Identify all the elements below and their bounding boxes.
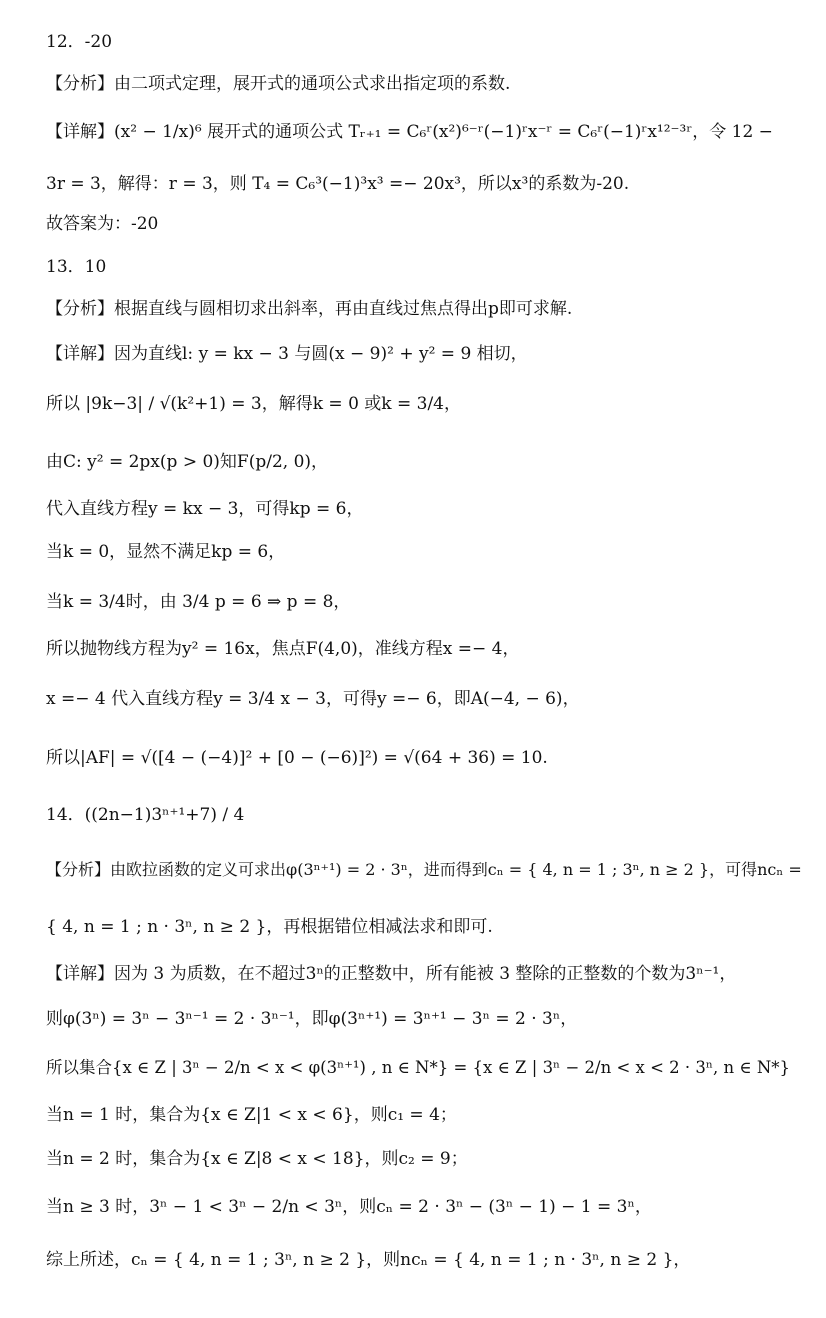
detail-14-line-6: 当n ≥ 3 时，3ⁿ − 1 < 3ⁿ − 2/n < 3ⁿ，则cₙ = 2 · 3ⁿ − (3ⁿ − 1) − 1 = 3ⁿ， — [46, 1197, 652, 1217]
detail-14-line-2: 则φ(3ⁿ) = 3ⁿ − 3ⁿ⁻¹ = 2 · 3ⁿ⁻¹，即φ(3ⁿ⁺¹) = 3ⁿ⁺¹ − 3ⁿ = 2 · 3ⁿ， — [46, 1009, 578, 1029]
analysis-12: 【分析】由二项式定理，展开式的通项公式求出指定项的系数. — [46, 74, 511, 94]
detail-12-line-2: 3r = 3，解得：r = 3，则 T₄ = C₆³(−1)³x³ =− 20x³，所以x³的系数为-20. — [46, 174, 630, 194]
detail-13-line-6: 当k = 3/4时，由 3/4 p = 6 ⇒ p = 8， — [46, 592, 351, 612]
detail-13-line-1: 【详解】因为直线l: y = kx − 3 与圆(x − 9)² + y² = 9 相切， — [46, 344, 528, 364]
analysis-14-line-2: { 4, n = 1 ; n · 3ⁿ, n ≥ 2 }，再根据错位相减法求和即可. — [46, 917, 493, 937]
detail-14-line-5: 当n = 2 时，集合为{x ∈ Z|8 < x < 18}，则c₂ = 9； — [46, 1149, 468, 1169]
detail-14-line-4: 当n = 1 时，集合为{x ∈ Z|1 < x < 6}，则c₁ = 4； — [46, 1105, 457, 1125]
detail-13-line-5: 当k = 0，显然不满足kp = 6， — [46, 542, 286, 562]
detail-12-line-1: 【详解】(x² − 1/x)⁶ 展开式的通项公式 Tᵣ₊₁ = C₆ʳ(x²)⁶⁻ʳ(−1)ʳx⁻ʳ = C₆ʳ(−1)ʳx¹²⁻³ʳ，令 12 − — [46, 122, 773, 142]
detail-13-line-9: 所以|AF| = √([4 − (−4)]² + [0 − (−6)]²) = √(64 + 36) = 10. — [46, 748, 548, 768]
detail-13-line-7: 所以抛物线方程为y² = 16x，焦点F(4,0)，准线方程x =− 4， — [46, 639, 520, 659]
detail-13-line-2: 所以 |9k−3| / √(k²+1) = 3，解得k = 0 或k = 3/4， — [46, 394, 461, 414]
analysis-13: 【分析】根据直线与圆相切求出斜率，再由直线过焦点得出p即可求解. — [46, 299, 573, 319]
answer-14-heading: 14．((2n−1)3ⁿ⁺¹+7) / 4 — [46, 805, 245, 825]
detail-13-line-8: x =− 4 代入直线方程y = 3/4 x − 3，可得y =− 6，即A(−4, − 6)， — [46, 689, 580, 709]
detail-14-line-7: 综上所述，cₙ = { 4, n = 1 ; 3ⁿ, n ≥ 2 }，则ncₙ = { 4, n = 1 ; n · 3ⁿ, n ≥ 2 }， — [46, 1250, 691, 1270]
answer-13-heading: 13．10 — [46, 257, 107, 277]
detail-14-line-1: 【详解】因为 3 为质数，在不超过3ⁿ的正整数中，所有能被 3 整除的正整数的个数为3ⁿ⁻¹， — [46, 964, 737, 984]
detail-13-line-3: 由C: y² = 2px(p > 0)知F(p/2, 0)， — [46, 452, 329, 472]
final-answer-12: 故答案为：-20 — [46, 214, 159, 234]
analysis-14-line-1: 【分析】由欧拉函数的定义可求出φ(3ⁿ⁺¹) = 2 · 3ⁿ，进而得到cₙ = { 4, n = 1 ; 3ⁿ, n ≥ 2 }，可得ncₙ = — [46, 860, 802, 879]
answer-12-heading: 12．-20 — [46, 32, 113, 52]
detail-13-line-4: 代入直线方程y = kx − 3，可得kp = 6， — [46, 499, 364, 519]
detail-14-line-3: 所以集合{x ∈ Z | 3ⁿ − 2/n < x < φ(3ⁿ⁺¹) , n ∈ N*} = {x ∈ Z | 3ⁿ − 2/n < x < 2 · 3ⁿ, n ∈ N*} — [46, 1058, 791, 1077]
